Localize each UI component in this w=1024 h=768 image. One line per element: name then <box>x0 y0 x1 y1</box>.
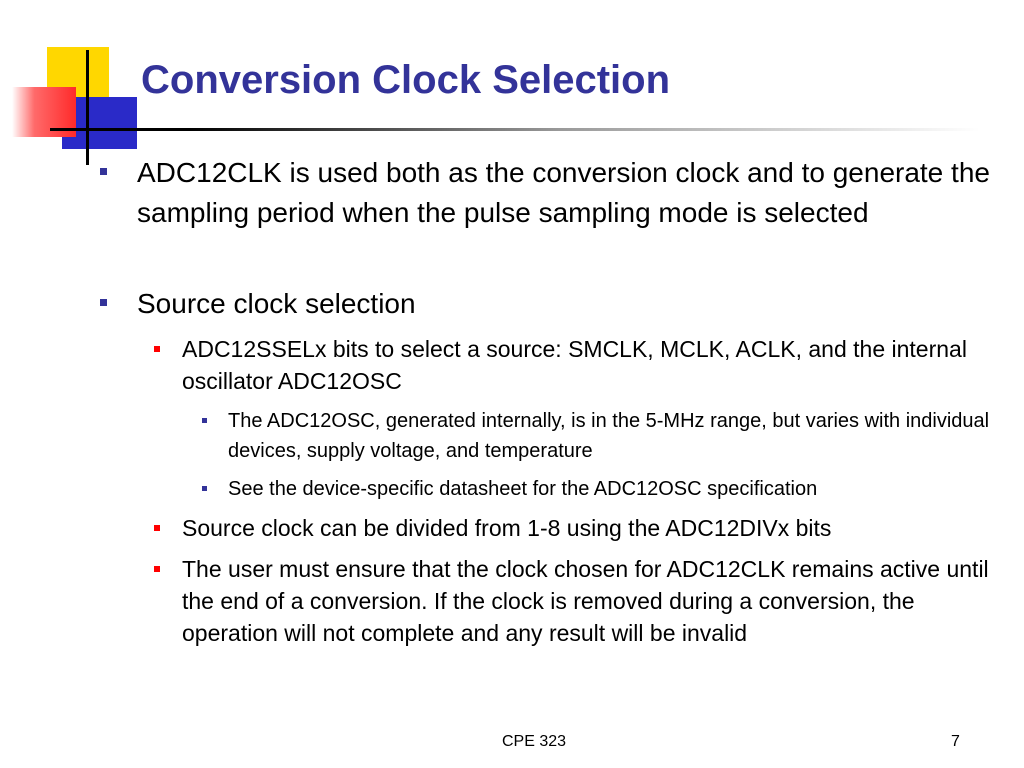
decorative-vertical-line <box>86 50 89 165</box>
footer-course-label: CPE 323 <box>502 733 567 750</box>
bullet-square-icon <box>100 168 107 175</box>
bullet-text: Source clock selection <box>137 288 416 319</box>
bullet-text: See the device-specific datasheet for the ADC12OSC specification <box>228 478 818 500</box>
bullet-level1 <box>137 284 997 324</box>
bullet-text: The ADC12OSC, generated internally, is in the 5-MHz range, but varies with individual devices, supply voltage, and temperature <box>228 410 990 462</box>
bullet-level1 <box>137 153 997 233</box>
bullet-text: ADC12CLK is used both as the conversion clock and to generate the sampling period when the pulse sampling mode is selected <box>137 157 990 228</box>
slide-title: Conversion Clock Selection <box>141 58 671 102</box>
bullet-level2 <box>182 512 1002 544</box>
bullet-square-icon <box>202 486 207 491</box>
bullet-level3 <box>228 474 998 504</box>
bullet-square-icon <box>202 418 207 423</box>
bullet-text: ADC12SSELx bits to select a source: SMCLK, MCLK, ACLK, and the internal oscillator ADC12OSC <box>182 336 967 394</box>
bullet-level2 <box>182 553 1002 649</box>
bullet-level2 <box>182 333 1002 397</box>
bullet-text: The user must ensure that the clock chosen for ADC12CLK remains active until the end of a conversion. If the clock is removed during a conversion, the operation will not complete and any result will be invalid <box>182 556 989 646</box>
bullet-square-icon <box>154 346 160 352</box>
bullet-square-icon <box>154 566 160 572</box>
bullet-level3 <box>228 406 998 466</box>
bullet-text: Source clock can be divided from 1-8 using the ADC12DIVx bits <box>182 515 832 541</box>
bullet-square-icon <box>154 525 160 531</box>
title-underline-rule <box>50 128 980 131</box>
footer-page-number: 7 <box>951 733 960 750</box>
bullet-square-icon <box>100 299 107 306</box>
